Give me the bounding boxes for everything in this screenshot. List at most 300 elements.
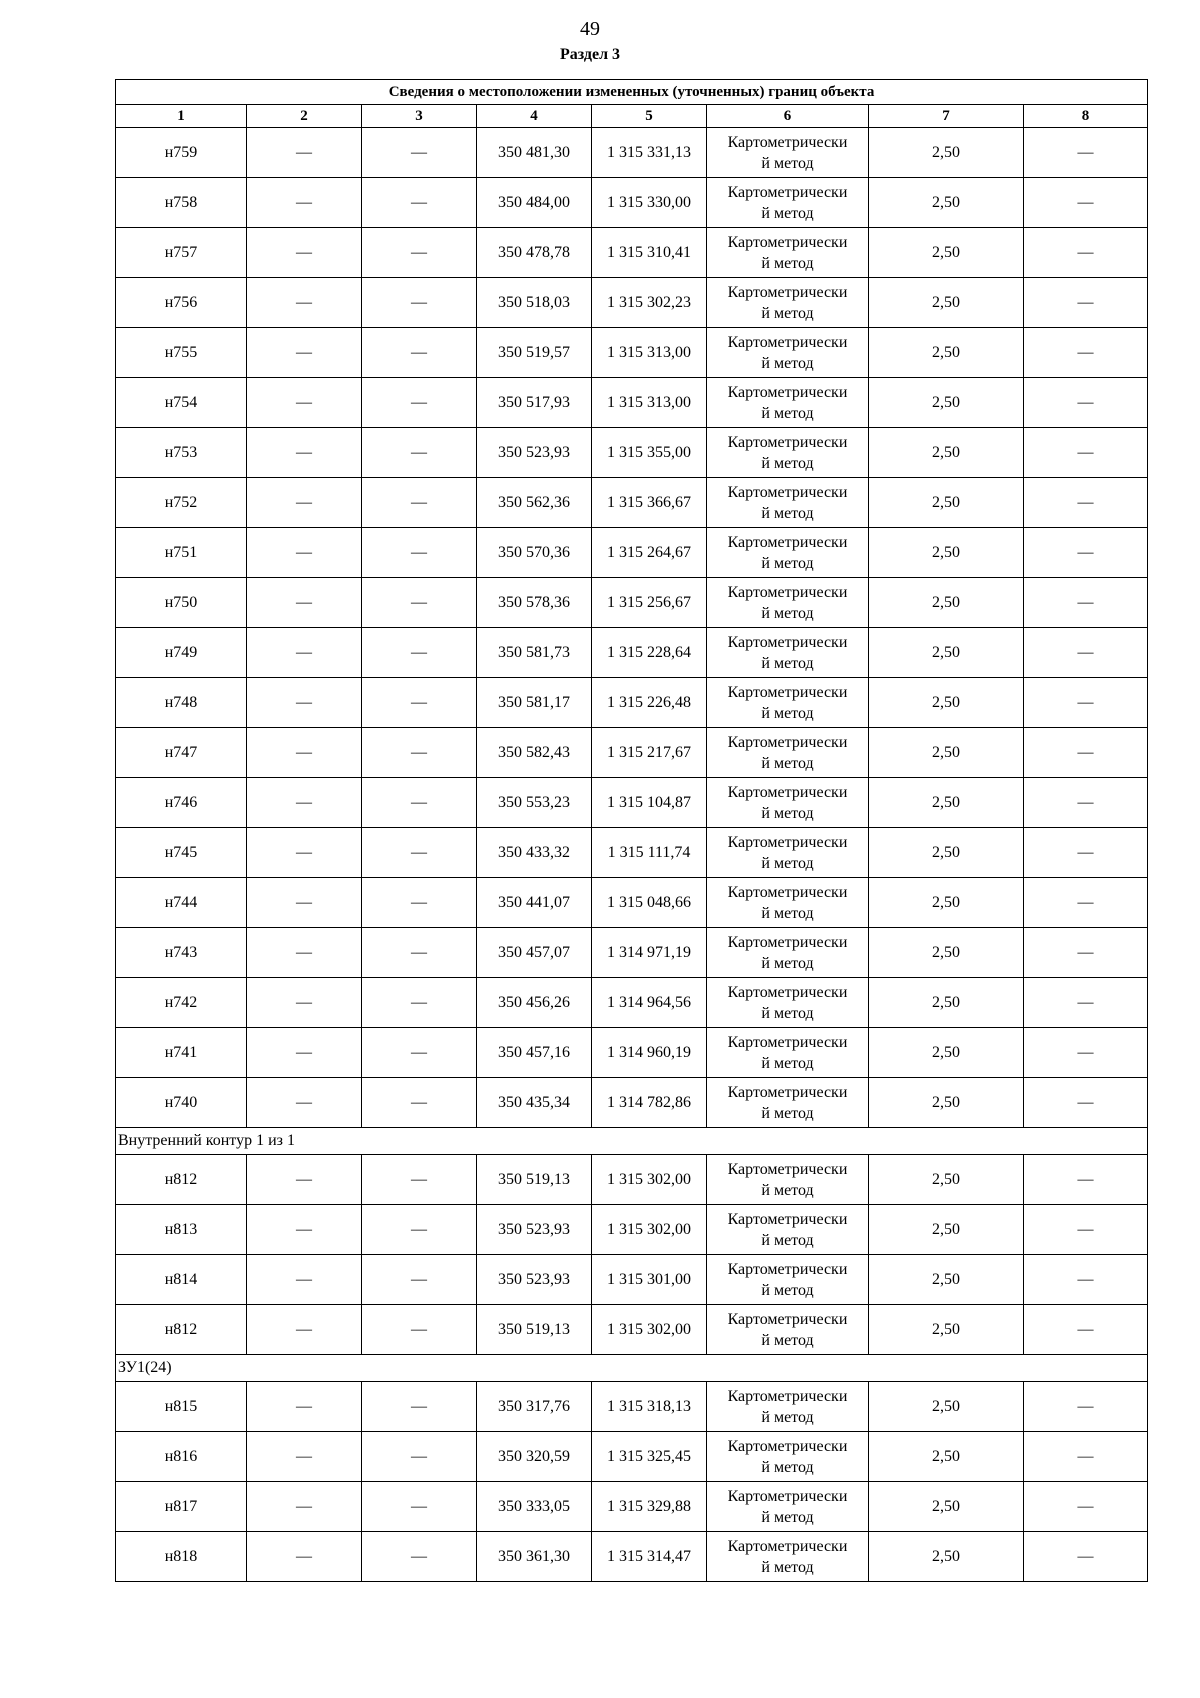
method-text-line2: й метод xyxy=(761,1281,814,1299)
description-cell: — xyxy=(1024,928,1148,978)
precision-cell: 2,50 xyxy=(869,1255,1024,1305)
old-y-cell: — xyxy=(362,778,477,828)
old-y-cell: — xyxy=(362,1432,477,1482)
table-row xyxy=(116,728,1148,778)
old-y-cell: — xyxy=(362,128,477,178)
new-x-cell: 350 457,07 xyxy=(477,928,592,978)
new-y-cell: 1 315 325,45 xyxy=(592,1432,707,1482)
old-y-cell: — xyxy=(362,1532,477,1582)
table-caption-row xyxy=(116,80,1148,105)
point-id-cell: н752 xyxy=(116,478,247,528)
table-row xyxy=(116,1205,1148,1255)
old-x-cell: — xyxy=(247,1432,362,1482)
new-y-cell: 1 315 048,66 xyxy=(592,878,707,928)
table-row xyxy=(116,1432,1148,1482)
description-cell: — xyxy=(1024,978,1148,1028)
new-y-cell: 1 315 313,00 xyxy=(592,378,707,428)
method-text-line1: Картометрически xyxy=(727,133,848,151)
precision-cell: 2,50 xyxy=(869,1482,1024,1532)
precision-cell: 2,50 xyxy=(869,178,1024,228)
method-text-line2: й метод xyxy=(761,1004,814,1022)
table-row xyxy=(116,978,1148,1028)
precision-cell: 2,50 xyxy=(869,578,1024,628)
method-text-line2: й метод xyxy=(761,554,814,572)
old-y-cell: — xyxy=(362,1028,477,1078)
table-row xyxy=(116,278,1148,328)
method-text-line2: й метод xyxy=(761,354,814,372)
new-y-cell: 1 315 355,00 xyxy=(592,428,707,478)
new-y-cell: 1 315 366,67 xyxy=(592,478,707,528)
old-y-cell: — xyxy=(362,1382,477,1432)
method-cell xyxy=(707,1432,869,1482)
old-x-cell: — xyxy=(247,778,362,828)
point-id-cell: н751 xyxy=(116,528,247,578)
description-cell: — xyxy=(1024,178,1148,228)
new-y-cell: 1 314 971,19 xyxy=(592,928,707,978)
precision-cell: 2,50 xyxy=(869,978,1024,1028)
new-x-cell: 350 441,07 xyxy=(477,878,592,928)
description-cell: — xyxy=(1024,1432,1148,1482)
precision-cell: 2,50 xyxy=(869,778,1024,828)
new-x-cell: 350 582,43 xyxy=(477,728,592,778)
method-text-line1: Картометрически xyxy=(727,183,848,201)
method-text-line1: Картометрически xyxy=(727,733,848,751)
precision-cell: 2,50 xyxy=(869,1305,1024,1355)
old-x-cell: — xyxy=(247,228,362,278)
method-text-line2: й метод xyxy=(761,1408,814,1426)
precision-cell: 2,50 xyxy=(869,278,1024,328)
method-text-line2: й метод xyxy=(761,954,814,972)
method-text-line1: Картометрически xyxy=(727,1160,848,1178)
method-text-line1: Картометрически xyxy=(727,1210,848,1228)
point-id-cell: н818 xyxy=(116,1532,247,1582)
old-x-cell: — xyxy=(247,528,362,578)
method-cell xyxy=(707,1078,869,1128)
old-y-cell: — xyxy=(362,278,477,328)
contour-group-label: Внутренний контур 1 из 1 xyxy=(116,1128,1148,1155)
point-id-cell: н748 xyxy=(116,678,247,728)
method-text-line2: й метод xyxy=(761,1104,814,1122)
new-x-cell: 350 523,93 xyxy=(477,1255,592,1305)
point-id-cell: н750 xyxy=(116,578,247,628)
method-text-line1: Картометрически xyxy=(727,1437,848,1455)
new-x-cell: 350 519,13 xyxy=(477,1305,592,1355)
method-cell xyxy=(707,1255,869,1305)
table-row xyxy=(116,678,1148,728)
method-text-line2: й метод xyxy=(761,1508,814,1526)
new-y-cell: 1 315 302,00 xyxy=(592,1155,707,1205)
old-y-cell: — xyxy=(362,178,477,228)
description-cell: — xyxy=(1024,1205,1148,1255)
method-cell xyxy=(707,328,869,378)
new-y-cell: 1 315 302,23 xyxy=(592,278,707,328)
precision-cell: 2,50 xyxy=(869,378,1024,428)
old-x-cell: — xyxy=(247,978,362,1028)
method-text-line2: й метод xyxy=(761,504,814,522)
description-cell: — xyxy=(1024,1155,1148,1205)
new-y-cell: 1 315 302,00 xyxy=(592,1205,707,1255)
point-id-cell: н757 xyxy=(116,228,247,278)
table-row xyxy=(116,228,1148,278)
point-id-cell: н814 xyxy=(116,1255,247,1305)
method-text-line1: Картометрически xyxy=(727,433,848,451)
method-text-line1: Картометрически xyxy=(727,383,848,401)
method-text-line1: Картометрически xyxy=(727,233,848,251)
method-cell xyxy=(707,978,869,1028)
method-text-line1: Картометрически xyxy=(727,1260,848,1278)
table-row xyxy=(116,1028,1148,1078)
precision-cell: 2,50 xyxy=(869,828,1024,878)
method-cell xyxy=(707,928,869,978)
method-text-line1: Картометрически xyxy=(727,583,848,601)
precision-cell: 2,50 xyxy=(869,228,1024,278)
new-y-cell: 1 315 226,48 xyxy=(592,678,707,728)
table-row xyxy=(116,1482,1148,1532)
new-x-cell: 350 553,23 xyxy=(477,778,592,828)
point-id-cell: н812 xyxy=(116,1305,247,1355)
point-id-cell: н754 xyxy=(116,378,247,428)
method-cell xyxy=(707,428,869,478)
old-x-cell: — xyxy=(247,1305,362,1355)
precision-cell: 2,50 xyxy=(869,1078,1024,1128)
contour-group-label: ЗУ1(24) xyxy=(116,1355,1148,1382)
new-y-cell: 1 315 301,00 xyxy=(592,1255,707,1305)
old-x-cell: — xyxy=(247,128,362,178)
new-x-cell: 350 457,16 xyxy=(477,1028,592,1078)
precision-cell: 2,50 xyxy=(869,528,1024,578)
old-x-cell: — xyxy=(247,878,362,928)
old-y-cell: — xyxy=(362,978,477,1028)
point-id-cell: н817 xyxy=(116,1482,247,1532)
method-cell xyxy=(707,578,869,628)
table-row xyxy=(116,1305,1148,1355)
old-x-cell: — xyxy=(247,1382,362,1432)
old-y-cell: — xyxy=(362,1078,477,1128)
point-id-cell: н812 xyxy=(116,1155,247,1205)
new-y-cell: 1 315 331,13 xyxy=(592,128,707,178)
description-cell: — xyxy=(1024,228,1148,278)
page-number: 49 xyxy=(580,18,600,40)
method-cell xyxy=(707,528,869,578)
method-cell xyxy=(707,1532,869,1582)
point-id-cell: н747 xyxy=(116,728,247,778)
point-id-cell: н755 xyxy=(116,328,247,378)
new-x-cell: 350 317,76 xyxy=(477,1382,592,1432)
old-x-cell: — xyxy=(247,1028,362,1078)
table-caption: Сведения о местоположении измененных (уточненных) границ объекта xyxy=(116,80,1148,105)
method-text-line2: й метод xyxy=(761,1181,814,1199)
table-row xyxy=(116,778,1148,828)
precision-cell: 2,50 xyxy=(869,1028,1024,1078)
method-text-line1: Картометрически xyxy=(727,683,848,701)
new-x-cell: 350 484,00 xyxy=(477,178,592,228)
method-text-line1: Картометрически xyxy=(727,883,848,901)
contour-group-row xyxy=(116,1128,1148,1155)
method-cell xyxy=(707,178,869,228)
column-number: 4 xyxy=(477,105,592,128)
method-text-line1: Картометрически xyxy=(727,533,848,551)
old-x-cell: — xyxy=(247,828,362,878)
point-id-cell: н744 xyxy=(116,878,247,928)
method-cell xyxy=(707,778,869,828)
old-x-cell: — xyxy=(247,578,362,628)
old-y-cell: — xyxy=(362,628,477,678)
new-x-cell: 350 581,17 xyxy=(477,678,592,728)
point-id-cell: н759 xyxy=(116,128,247,178)
method-text-line2: й метод xyxy=(761,1231,814,1249)
point-id-cell: н741 xyxy=(116,1028,247,1078)
column-number: 6 xyxy=(707,105,869,128)
old-x-cell: — xyxy=(247,1078,362,1128)
column-number: 5 xyxy=(592,105,707,128)
new-x-cell: 350 562,36 xyxy=(477,478,592,528)
old-y-cell: — xyxy=(362,878,477,928)
column-number: 7 xyxy=(869,105,1024,128)
old-y-cell: — xyxy=(362,528,477,578)
point-id-cell: н745 xyxy=(116,828,247,878)
new-y-cell: 1 314 964,56 xyxy=(592,978,707,1028)
method-text-line1: Картометрически xyxy=(727,1083,848,1101)
old-y-cell: — xyxy=(362,328,477,378)
old-x-cell: — xyxy=(247,1532,362,1582)
old-y-cell: — xyxy=(362,428,477,478)
new-y-cell: 1 315 329,88 xyxy=(592,1482,707,1532)
method-text-line2: й метод xyxy=(761,1054,814,1072)
precision-cell: 2,50 xyxy=(869,328,1024,378)
method-text-line2: й метод xyxy=(761,1558,814,1576)
old-x-cell: — xyxy=(247,628,362,678)
old-y-cell: — xyxy=(362,478,477,528)
description-cell: — xyxy=(1024,1532,1148,1582)
description-cell: — xyxy=(1024,678,1148,728)
old-x-cell: — xyxy=(247,378,362,428)
method-text-line2: й метод xyxy=(761,904,814,922)
method-text-line1: Картометрически xyxy=(727,783,848,801)
method-text-line2: й метод xyxy=(761,1458,814,1476)
method-cell xyxy=(707,1305,869,1355)
new-y-cell: 1 315 264,67 xyxy=(592,528,707,578)
method-cell xyxy=(707,228,869,278)
old-x-cell: — xyxy=(247,278,362,328)
method-text-line1: Картометрически xyxy=(727,983,848,1001)
table-row xyxy=(116,428,1148,478)
new-x-cell: 350 523,93 xyxy=(477,1205,592,1255)
description-cell: — xyxy=(1024,528,1148,578)
new-x-cell: 350 578,36 xyxy=(477,578,592,628)
method-cell xyxy=(707,728,869,778)
description-cell: — xyxy=(1024,1078,1148,1128)
method-cell xyxy=(707,1028,869,1078)
description-cell: — xyxy=(1024,478,1148,528)
new-x-cell: 350 435,34 xyxy=(477,1078,592,1128)
new-y-cell: 1 314 960,19 xyxy=(592,1028,707,1078)
method-text-line2: й метод xyxy=(761,1331,814,1349)
table-row xyxy=(116,178,1148,228)
method-cell xyxy=(707,1482,869,1532)
old-x-cell: — xyxy=(247,178,362,228)
precision-cell: 2,50 xyxy=(869,428,1024,478)
old-y-cell: — xyxy=(362,928,477,978)
old-x-cell: — xyxy=(247,928,362,978)
precision-cell: 2,50 xyxy=(869,678,1024,728)
column-number: 1 xyxy=(116,105,247,128)
method-text-line1: Картометрически xyxy=(727,1310,848,1328)
new-y-cell: 1 315 104,87 xyxy=(592,778,707,828)
method-text-line2: й метод xyxy=(761,254,814,272)
new-x-cell: 350 517,93 xyxy=(477,378,592,428)
point-id-cell: н740 xyxy=(116,1078,247,1128)
precision-cell: 2,50 xyxy=(869,478,1024,528)
method-text-line2: й метод xyxy=(761,754,814,772)
method-text-line1: Картометрически xyxy=(727,283,848,301)
old-y-cell: — xyxy=(362,1155,477,1205)
new-x-cell: 350 361,30 xyxy=(477,1532,592,1582)
description-cell: — xyxy=(1024,1382,1148,1432)
precision-cell: 2,50 xyxy=(869,1382,1024,1432)
method-text-line1: Картометрически xyxy=(727,933,848,951)
point-id-cell: н743 xyxy=(116,928,247,978)
point-id-cell: н749 xyxy=(116,628,247,678)
method-text-line1: Картометрически xyxy=(727,1387,848,1405)
new-x-cell: 350 519,57 xyxy=(477,328,592,378)
method-text-line2: й метод xyxy=(761,604,814,622)
method-text-line2: й метод xyxy=(761,304,814,322)
description-cell: — xyxy=(1024,628,1148,678)
point-id-cell: н758 xyxy=(116,178,247,228)
new-y-cell: 1 315 228,64 xyxy=(592,628,707,678)
method-cell xyxy=(707,128,869,178)
description-cell: — xyxy=(1024,128,1148,178)
precision-cell: 2,50 xyxy=(869,728,1024,778)
column-number: 2 xyxy=(247,105,362,128)
table-row xyxy=(116,378,1148,428)
description-cell: — xyxy=(1024,428,1148,478)
method-cell xyxy=(707,278,869,328)
method-text-line2: й метод xyxy=(761,154,814,172)
new-x-cell: 350 570,36 xyxy=(477,528,592,578)
old-y-cell: — xyxy=(362,678,477,728)
method-cell xyxy=(707,678,869,728)
new-y-cell: 1 314 782,86 xyxy=(592,1078,707,1128)
old-y-cell: — xyxy=(362,1305,477,1355)
old-y-cell: — xyxy=(362,1205,477,1255)
new-y-cell: 1 315 314,47 xyxy=(592,1532,707,1582)
description-cell: — xyxy=(1024,828,1148,878)
method-text-line1: Картометрически xyxy=(727,333,848,351)
new-x-cell: 350 481,30 xyxy=(477,128,592,178)
table-row xyxy=(116,1078,1148,1128)
new-x-cell: 350 519,13 xyxy=(477,1155,592,1205)
precision-cell: 2,50 xyxy=(869,1205,1024,1255)
old-x-cell: — xyxy=(247,1205,362,1255)
new-x-cell: 350 581,73 xyxy=(477,628,592,678)
table-row xyxy=(116,628,1148,678)
old-y-cell: — xyxy=(362,378,477,428)
contour-group-row xyxy=(116,1355,1148,1382)
column-number: 8 xyxy=(1024,105,1148,128)
precision-cell: 2,50 xyxy=(869,128,1024,178)
precision-cell: 2,50 xyxy=(869,1432,1024,1482)
precision-cell: 2,50 xyxy=(869,878,1024,928)
column-number-row xyxy=(116,105,1148,128)
description-cell: — xyxy=(1024,728,1148,778)
new-x-cell: 350 518,03 xyxy=(477,278,592,328)
method-text-line2: й метод xyxy=(761,704,814,722)
description-cell: — xyxy=(1024,578,1148,628)
old-x-cell: — xyxy=(247,328,362,378)
description-cell: — xyxy=(1024,378,1148,428)
point-id-cell: н753 xyxy=(116,428,247,478)
section-title: Раздел 3 xyxy=(559,46,621,63)
column-number: 3 xyxy=(362,105,477,128)
new-y-cell: 1 315 302,00 xyxy=(592,1305,707,1355)
old-y-cell: — xyxy=(362,728,477,778)
table-row xyxy=(116,1382,1148,1432)
method-cell xyxy=(707,828,869,878)
new-y-cell: 1 315 313,00 xyxy=(592,328,707,378)
method-text-line2: й метод xyxy=(761,204,814,222)
description-cell: — xyxy=(1024,1305,1148,1355)
point-id-cell: н815 xyxy=(116,1382,247,1432)
point-id-cell: н742 xyxy=(116,978,247,1028)
description-cell: — xyxy=(1024,1028,1148,1078)
boundary-table xyxy=(115,79,1148,1582)
point-id-cell: н813 xyxy=(116,1205,247,1255)
method-cell xyxy=(707,378,869,428)
method-text-line1: Картометрически xyxy=(727,483,848,501)
old-y-cell: — xyxy=(362,1255,477,1305)
new-x-cell: 350 333,05 xyxy=(477,1482,592,1532)
method-cell xyxy=(707,478,869,528)
point-id-cell: н816 xyxy=(116,1432,247,1482)
new-x-cell: 350 320,59 xyxy=(477,1432,592,1482)
method-cell xyxy=(707,628,869,678)
method-cell xyxy=(707,878,869,928)
old-x-cell: — xyxy=(247,1255,362,1305)
description-cell: — xyxy=(1024,778,1148,828)
new-x-cell: 350 456,26 xyxy=(477,978,592,1028)
description-cell: — xyxy=(1024,878,1148,928)
method-cell xyxy=(707,1205,869,1255)
old-y-cell: — xyxy=(362,828,477,878)
precision-cell: 2,50 xyxy=(869,928,1024,978)
old-x-cell: — xyxy=(247,728,362,778)
old-x-cell: — xyxy=(247,1155,362,1205)
table-row xyxy=(116,828,1148,878)
method-text-line2: й метод xyxy=(761,654,814,672)
old-y-cell: — xyxy=(362,578,477,628)
description-cell: — xyxy=(1024,1255,1148,1305)
table-row xyxy=(116,128,1148,178)
description-cell: — xyxy=(1024,278,1148,328)
description-cell: — xyxy=(1024,328,1148,378)
old-y-cell: — xyxy=(362,228,477,278)
method-text-line1: Картометрически xyxy=(727,1487,848,1505)
precision-cell: 2,50 xyxy=(869,628,1024,678)
method-cell xyxy=(707,1155,869,1205)
point-id-cell: н746 xyxy=(116,778,247,828)
method-cell xyxy=(707,1382,869,1432)
old-y-cell: — xyxy=(362,1482,477,1532)
description-cell: — xyxy=(1024,1482,1148,1532)
old-x-cell: — xyxy=(247,478,362,528)
table-row xyxy=(116,528,1148,578)
new-x-cell: 350 478,78 xyxy=(477,228,592,278)
new-y-cell: 1 315 330,00 xyxy=(592,178,707,228)
method-text-line1: Картометрически xyxy=(727,633,848,651)
new-y-cell: 1 315 217,67 xyxy=(592,728,707,778)
method-text-line2: й метод xyxy=(761,854,814,872)
